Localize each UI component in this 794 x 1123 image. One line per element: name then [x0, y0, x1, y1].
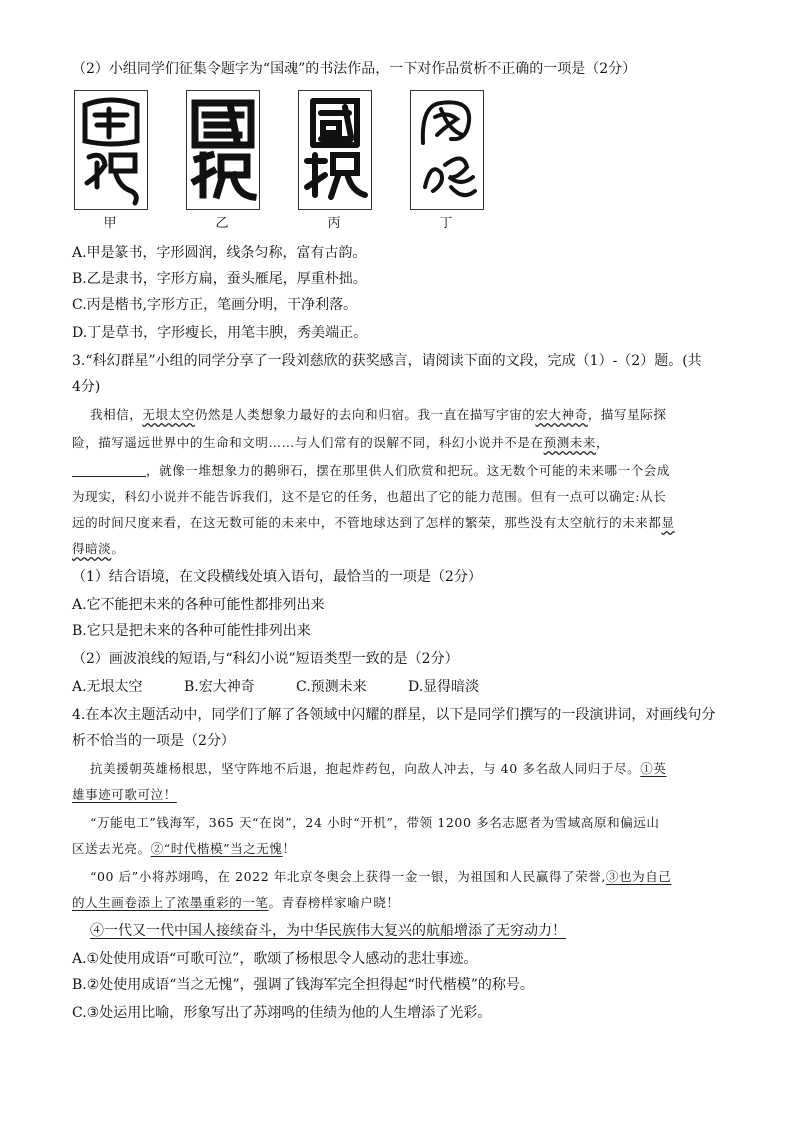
q3-sub1-stem: （1）结合语境，在文段横线处填入语句，最恰当的一项是（2分） — [72, 569, 482, 585]
q3-sub2-option-d: D.显得暗淡 — [408, 679, 480, 695]
phrase-hongda-shenqi: 宏大神奇 — [535, 407, 588, 422]
q3-sub2-stem: （2）画波浪线的短语,与“科幻小说”短语类型一致的是（2分） — [72, 651, 459, 667]
speech-p2-line2: 区送去光亮。②“时代楷模”当之无愧！ — [72, 841, 296, 856]
calligraphy-jia-image — [74, 90, 148, 210]
q2-option-c: C.丙是楷书,字形方正，笔画分明，干净利落。 — [72, 297, 358, 313]
q3-stem-line1: 3.“科幻群星”小组的同学分享了一段刘慈欣的获奖感言，请阅读下面的文段，完成（1）-（2）题。(共 — [72, 353, 702, 369]
q4-stem-line1: 4.在本次主题活动中，同学们了解了各领域中闪耀的群星，以下是同学们撰写的一段演讲词，对画线句分 — [72, 707, 716, 723]
calligraphy-label-jia: 甲 — [103, 216, 117, 231]
speech-p4 — [90, 918, 740, 944]
speech-p3-line2: 的人生画卷添上了浓墨重彩的一笔。青春榜样家喻户晓！ — [72, 895, 400, 910]
fill-in-blank — [72, 462, 146, 477]
underline-3-start: ③也为自己 — [605, 869, 672, 884]
phrase-yuce-weilai: 预测未来 — [543, 435, 597, 450]
speech-p2-line1: “万能电工”钱海军，365 天“在岗”，24 小时“开机”，带领 1200 多名志愿者为雪域高原和偏远山 — [90, 815, 660, 830]
passage-line-5: 远的时间尺度来看，在这无数可能的未来中，不管地球达到了怎样的繁荣，那些没有太空航行的未来都显 — [72, 515, 675, 530]
q3-sub1-option-b: B.它只是把未来的各种可能性排列出来 — [72, 623, 311, 639]
q4-stem-line2: 析不恰当的一项是（2分） — [72, 733, 235, 749]
passage-line-3: ，就像一堆想象力的鹅卵石，摆在那里供人们欣赏和把玩。这无数个可能的未来哪一个会成 — [72, 458, 722, 484]
speech-p3-line1: “00 后”小将苏翊鸣，在 2022 年北京冬奥会上获得一金一银，为祖国和人民赢得了荣誉,③也为自己 — [90, 869, 672, 884]
q3-sub2-option-b: B.宏大神奇 — [184, 679, 255, 695]
phrase-xiande-andan-start: 显 — [661, 515, 675, 530]
passage-line-6: 得暗淡。 — [72, 541, 125, 556]
phrase-xiande-andan-end: 得暗淡 — [72, 541, 112, 556]
phrase-wuyin-taikong: 无垠太空 — [142, 407, 195, 422]
speech-p1-line1: 抗美援朝英雄杨根思，坚守阵地不后退，抱起炸药包，向敌人冲去，与 40 多名敌人同归于尽。①英 — [90, 761, 667, 776]
calligraphy-label-yi: 乙 — [215, 216, 229, 231]
underline-3-end: 的人生画卷添上了浓墨重彩的一笔 — [72, 895, 269, 910]
underline-2: ②“时代楷模”当之无愧 — [150, 841, 283, 856]
underline-1-start: ①英 — [640, 761, 667, 776]
q3-sub2-options — [72, 674, 722, 700]
calligraphy-ding-image — [410, 90, 484, 210]
speech-p1-line2 — [72, 782, 722, 808]
calligraphy-label-bing: 丙 — [327, 216, 341, 231]
calligraphy-bing-image — [298, 90, 372, 210]
passage-line-1: 我相信，无垠太空仍然是人类想象力最好的去向和归宿。我一直在描写宇宙的宏大神奇，描写星际探 — [90, 407, 667, 422]
q3-stem-line2: 4分) — [72, 379, 101, 395]
q2-option-d: D.丁是草书，字形瘦长，用笔丰腴，秀美端正。 — [72, 325, 368, 341]
q3-sub1-option-a: A.它不能把未来的各种可能性都排列出来 — [72, 597, 325, 613]
q4-option-c: C.③处运用比喻，形象写出了苏翊鸣的佳绩为他的人生增添了光彩。 — [72, 1005, 492, 1021]
q3-sub2-option-a: A.无垠太空 — [72, 679, 143, 695]
passage-line-4: 为现实，科幻小说并不能告诉我们，这不是它的任务，也超出了它的能力范围。但有一点可以确定:从长 — [72, 489, 667, 504]
calligraphy-yi-image — [186, 90, 260, 210]
calligraphy-label-ding: 丁 — [439, 216, 453, 231]
q2-option-b: B.乙是隶书，字形方扁，蚕头雁尾，厚重朴拙。 — [72, 271, 367, 287]
underline-1-end: 雄事迹可歌可泣！ — [72, 787, 177, 802]
q3-sub2-option-c: C.预测未来 — [296, 679, 367, 695]
underline-4: ④一代又一代中国人接续奋斗，为中华民族伟大复兴的航船增添了无穷动力！ — [90, 923, 566, 939]
q2-option-a: A.甲是篆书，字形圆润，线条匀称，富有古韵。 — [72, 245, 367, 261]
passage-line-2: 险，描写遥远世界中的生命和文明……与人们常有的误解不同，科幻小说并不是在预测未来， — [72, 435, 610, 450]
q4-option-a: A.①处使用成语“可歌可泣”，歌颂了杨根思令人感动的悲壮事迹。 — [72, 951, 478, 967]
q2-stem: （2）小组同学们征集令题字为“国魂”的书法作品，一下对作品赏析不正确的一项是（2分） — [72, 61, 637, 77]
q4-option-b: B.②处使用成语“当之无愧”，强调了钱海军完全担得起“时代楷模”的称号。 — [72, 977, 534, 993]
